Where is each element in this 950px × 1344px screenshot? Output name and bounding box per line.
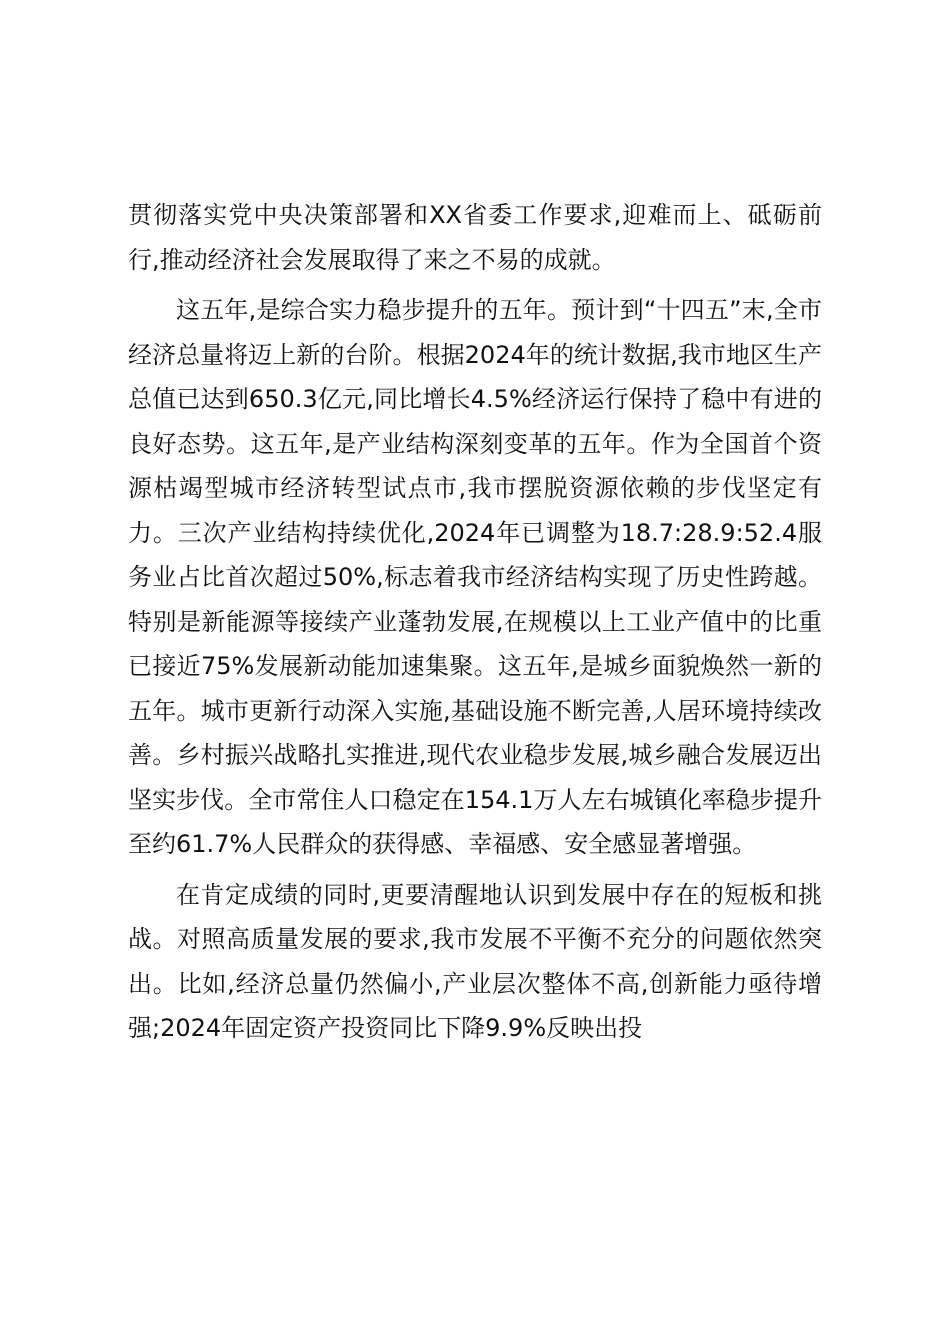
document-body: [128, 193, 822, 1057]
paragraph-2: 这五年,是综合实力稳步提升的五年。预计到“十四五”末,全市经济总量将迈上新的台阶。根据2024年的统计数据,我市地区生产总值已达到650.3亿元,同比增长4.5%经济运行保持了稳中有进的良好态势。这五年,是产业结构深刻变革的五年。作为全国首个资源枯竭型城市经济转型试点市,我市摆脱资源依赖的步伐坚定有力。三次产业结构持续优化,2024年已调整为18.7:28.9:52.4服务业占比首次超过50%,标志着我市经济结构实现了历史性跨越。特别是新能源等接续产业蓬勃发展,在规模以上工业产值中的比重已接近75%发展新动能加速集聚。这五年,是城乡面貌焕然一新的五年。城市更新行动深入实施,基础设施不断完善,人居环境持续改善。乡村振兴战略扎实推进,现代农业稳步发展,城乡融合发展迈出坚实步伐。全市常住人口稳定在154.1万人左右城镇化率稳步提升至约61.7%人民群众的获得感、幸福感、安全感显著增强。: [128, 296, 822, 858]
paragraph-1: 贯彻落实党中央决策部署和XX省委工作要求,迎难而上、砥砺前行,推动经济社会发展取得了来之不易的成就。: [128, 201, 822, 274]
paragraph-3: 在肯定成绩的同时,更要清醒地认识到发展中存在的短板和挑战。对照高质量发展的要求,我市发展不平衡不充分的问题依然突出。比如,经济总量仍然偏小,产业层次整体不高,创新能力亟待增强;2024年固定资产投资同比下降9.9%反映出投: [128, 880, 822, 1042]
